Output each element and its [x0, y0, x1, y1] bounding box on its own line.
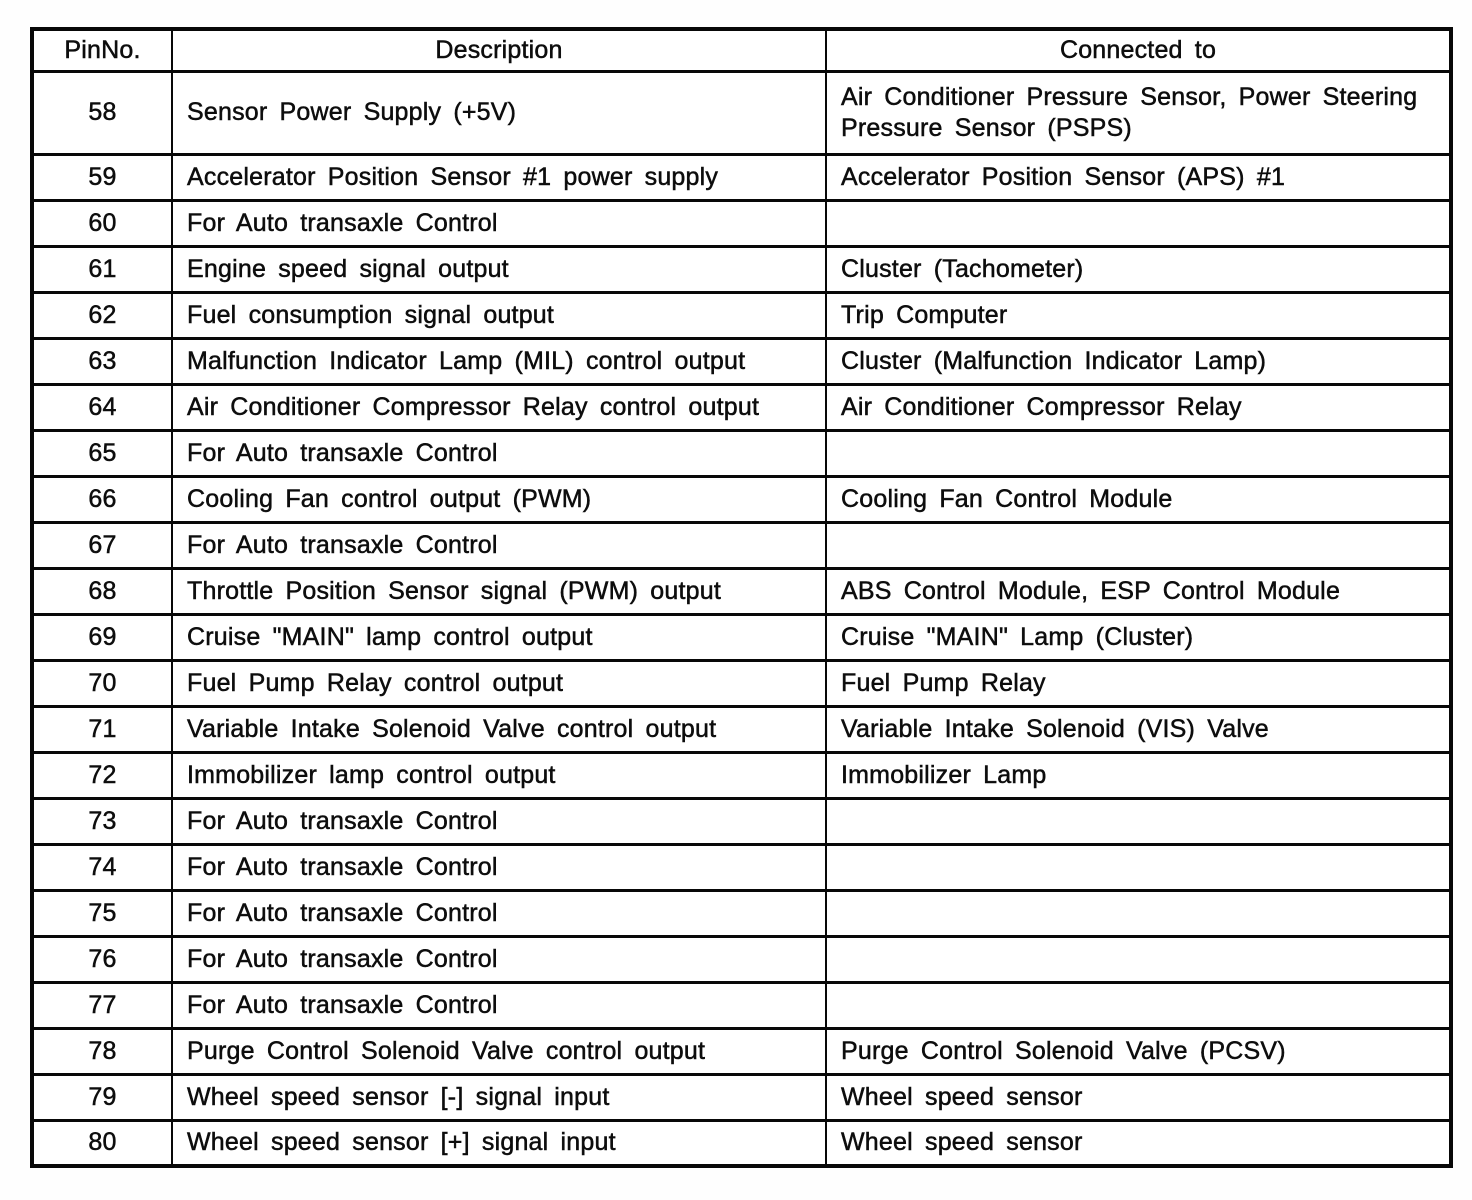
connected-to-cell: Accelerator Position Sensor (APS) #1	[826, 154, 1451, 200]
pin-number-cell: 75	[32, 890, 172, 936]
connected-to-cell	[826, 798, 1451, 844]
connected-to-cell: Wheel speed sensor	[826, 1074, 1451, 1120]
description-cell: Wheel speed sensor [-] signal input	[172, 1074, 826, 1120]
table-row	[32, 890, 1451, 936]
connected-to-cell: Variable Intake Solenoid (VIS) Valve	[826, 706, 1451, 752]
pin-number-cell: 62	[32, 292, 172, 338]
connected-to-cell: Wheel speed sensor	[826, 1120, 1451, 1166]
table-row	[32, 71, 1451, 154]
description-cell: For Auto transaxle Control	[172, 844, 826, 890]
pin-number-cell: 67	[32, 522, 172, 568]
description-cell: Cooling Fan control output (PWM)	[172, 476, 826, 522]
table-row	[32, 798, 1451, 844]
connected-to-cell: ABS Control Module, ESP Control Module	[826, 568, 1451, 614]
connected-to-cell	[826, 522, 1451, 568]
connected-to-cell: Air Conditioner Pressure Sensor, Power Steering Pressure Sensor (PSPS)	[826, 71, 1451, 154]
connected-to-cell: Trip Computer	[826, 292, 1451, 338]
table-row	[32, 568, 1451, 614]
description-cell: Immobilizer lamp control output	[172, 752, 826, 798]
description-cell: Accelerator Position Sensor #1 power supply	[172, 154, 826, 200]
col-header-pin-no: PinNo.	[32, 29, 172, 71]
pin-number-cell: 70	[32, 660, 172, 706]
pin-number-cell: 66	[32, 476, 172, 522]
description-cell: For Auto transaxle Control	[172, 890, 826, 936]
pin-number-cell: 65	[32, 430, 172, 476]
connected-to-cell: Immobilizer Lamp	[826, 752, 1451, 798]
pin-number-cell: 63	[32, 338, 172, 384]
connected-to-cell: Cruise "MAIN" Lamp (Cluster)	[826, 614, 1451, 660]
connected-to-cell: Fuel Pump Relay	[826, 660, 1451, 706]
description-cell: Fuel consumption signal output	[172, 292, 826, 338]
connected-to-cell	[826, 844, 1451, 890]
table-row	[32, 476, 1451, 522]
header-row	[32, 29, 1451, 71]
pin-number-cell: 72	[32, 752, 172, 798]
description-cell: Air Conditioner Compressor Relay control output	[172, 384, 826, 430]
table-row	[32, 1120, 1451, 1166]
table-row	[32, 200, 1451, 246]
pin-number-cell: 69	[32, 614, 172, 660]
description-cell: For Auto transaxle Control	[172, 936, 826, 982]
connected-to-cell: Cluster (Tachometer)	[826, 246, 1451, 292]
table-row	[32, 1028, 1451, 1074]
description-cell: Engine speed signal output	[172, 246, 826, 292]
table-row	[32, 154, 1451, 200]
pin-number-cell: 79	[32, 1074, 172, 1120]
pin-number-cell: 71	[32, 706, 172, 752]
connected-to-cell	[826, 890, 1451, 936]
description-cell: Purge Control Solenoid Valve control output	[172, 1028, 826, 1074]
connected-to-cell: Cooling Fan Control Module	[826, 476, 1451, 522]
connected-to-cell: Purge Control Solenoid Valve (PCSV)	[826, 1028, 1451, 1074]
pin-number-cell: 73	[32, 798, 172, 844]
connected-to-cell	[826, 982, 1451, 1028]
pin-number-cell: 76	[32, 936, 172, 982]
pin-number-cell: 80	[32, 1120, 172, 1166]
table-row	[32, 660, 1451, 706]
table-row	[32, 1074, 1451, 1120]
pin-number-cell: 68	[32, 568, 172, 614]
pin-number-cell: 77	[32, 982, 172, 1028]
pin-number-cell: 74	[32, 844, 172, 890]
description-cell: For Auto transaxle Control	[172, 522, 826, 568]
table-row	[32, 384, 1451, 430]
description-cell: Sensor Power Supply (+5V)	[172, 71, 826, 154]
table-row	[32, 246, 1451, 292]
description-cell: For Auto transaxle Control	[172, 200, 826, 246]
pin-number-cell: 64	[32, 384, 172, 430]
connected-to-cell	[826, 430, 1451, 476]
description-cell: Malfunction Indicator Lamp (MIL) control output	[172, 338, 826, 384]
table-row	[32, 614, 1451, 660]
table-row	[32, 706, 1451, 752]
description-cell: Cruise "MAIN" lamp control output	[172, 614, 826, 660]
description-cell: For Auto transaxle Control	[172, 982, 826, 1028]
col-header-description: Description	[172, 29, 826, 71]
pin-number-cell: 60	[32, 200, 172, 246]
table-body	[32, 71, 1451, 1166]
pin-number-cell: 58	[32, 71, 172, 154]
ecu-pin-assignment-table	[30, 27, 1453, 1168]
table-row	[32, 292, 1451, 338]
table-row	[32, 844, 1451, 890]
table-row	[32, 982, 1451, 1028]
description-cell: Variable Intake Solenoid Valve control output	[172, 706, 826, 752]
connected-to-cell: Cluster (Malfunction Indicator Lamp)	[826, 338, 1451, 384]
table-row	[32, 430, 1451, 476]
pin-number-cell: 78	[32, 1028, 172, 1074]
description-cell: Throttle Position Sensor signal (PWM) output	[172, 568, 826, 614]
table-row	[32, 338, 1451, 384]
description-cell: For Auto transaxle Control	[172, 798, 826, 844]
table-row	[32, 936, 1451, 982]
pin-number-cell: 59	[32, 154, 172, 200]
table-row	[32, 752, 1451, 798]
col-header-connected-to: Connected to	[826, 29, 1451, 71]
table-row	[32, 522, 1451, 568]
description-cell: Fuel Pump Relay control output	[172, 660, 826, 706]
pin-number-cell: 61	[32, 246, 172, 292]
connected-to-cell	[826, 936, 1451, 982]
description-cell: For Auto transaxle Control	[172, 430, 826, 476]
description-cell: Wheel speed sensor [+] signal input	[172, 1120, 826, 1166]
connected-to-cell	[826, 200, 1451, 246]
connected-to-cell: Air Conditioner Compressor Relay	[826, 384, 1451, 430]
